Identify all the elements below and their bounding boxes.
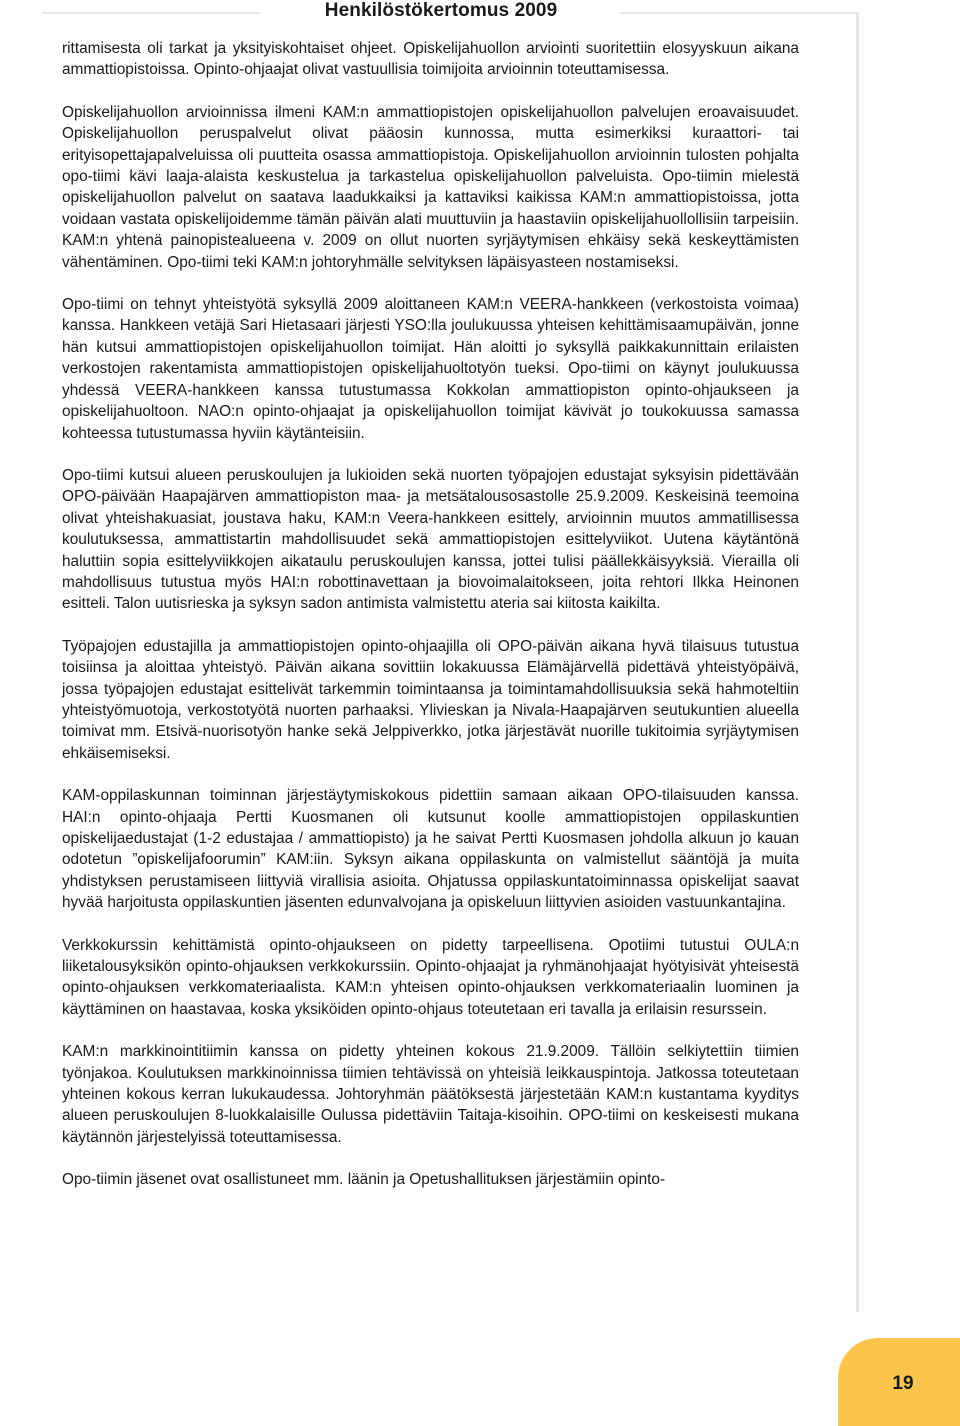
paragraph-3: Opo-tiimi on tehnyt yhteistyötä syksyllä 2009 aloittaneen KAM:n VEERA-hankkeen (verkostoista voimaa) kanssa. Hankkeen vetäjä Sari Hietasaari järjesti YSO:lla joulukuussa yhteisen kehittämisaamupäivän, jonne hän kutsui ammattiopistojen opiskelijahuollon toimijat. Hän aloitti jo syksyllä paikkakunnittain erilaisten verkostojen rakentamista ammattiopistojen opiskelijahuoltotyön tueksi. Opo-tiimi on käynyt joulukuussa yhdessä VEERA-hankkeen kanssa tutustumassa Kokkolan ammattiopiston opinto-ohjaukseen ja opiskelijahuoltoon. NAO:n opinto-ohjaajat ja opiskelijahuollon toimijat kävivät jo toukokuussa samassa kohteessa tutustumassa hyviin käytänteisiin.: [62, 296, 799, 442]
paragraph-5: Työpajojen edustajilla ja ammattiopistojen opinto-ohjaajilla oli OPO-päivän aikana hyvä tilaisuus tutustua toisiinsa ja aloittaa yhteistyö. Päivän aikana sovittiin lokakuussa Elämäjärvellä pidettävä yhteistyöpäivä, jossa työpajojen edustajat esittelivät tarkemmin toimintaansa ja toimintamahdollisuuksia sekä hahmoteltiin yhteistyömuotoja, verkostotyötä nuorten parhaaksi. Ylivieskan ja Nivala-Haapajärven seutukuntien alueella toimivat mm. Etsivä-nuorisotyön hanke sekä Jelppiverkko, jotka järjestävät nuorille tukitoimia syrjäytymisen ehkäisemiseksi.: [62, 637, 799, 762]
paragraph-1: rittamisesta oli tarkat ja yksityiskohtaiset ohjeet. Opiskelijahuollon arviointi suoritettiin elosyyskuun aikana ammattiopistoissa. Opinto-ohjaajat olivat vastuullisia toimijoita arvioinnin toteuttamisessa.: [62, 40, 799, 79]
page-header-title: Henkilöstökertomus 2009: [324, 0, 558, 21]
paragraph-2: Opiskelijahuollon arvioinnissa ilmeni KAM:n ammattiopistojen opiskelijahuollon palvelujen eroavaisuudet. Opiskelijahuollon peruspalvelut olivat pääosin kunnossa, mutta esimerkiksi kuraattori- tai erityisopettajapalveluissa oli puutteita osassa ammattiopistoja. Opiskelijahuollon arvioinnin tulosten pohjalta opo-tiimi kävi laaja-alaista keskustelua ja tarkastelua opiskelijahuollon palveluista. Opo-tiimin mielestä opiskelijahuollon palvelut on saatava laadukkaiksi ja kattaviksi kaikissa KAM:n ammattiopistoissa, jotta voidaan vastata opiskelijoidemme tämän päivän alati muuttuviin ja haastaviin opiskelijahuollollisiin tarpeisiin. KAM:n yhtenä painopistealueena v. 2009 on ollut nuorten syrjäytymisen ehkäisy sekä keskeyttämisten vähentäminen. Opo-tiimi teki KAM:n johtoryhmälle selvityksen läpäisyasteen nostamiseksi.: [62, 103, 799, 271]
page-number: 19: [892, 1373, 914, 1394]
paragraph-6: KAM-oppilaskunnan toiminnan järjestäytymiskokous pidettiin samaan aikaan OPO-tilaisuuden kanssa. HAI:n opinto-ohjaaja Pertti Kuosmanen oli kutsunut koolle ammattiopistojen oppilaskuntien opiskelijaedustajat (1-2 edustajaa / ammattiopisto) ja he saivat Pertti Kuosmasen johdolla alkuun jo kauan odotetun ”opiskelijafoorumin” KAM:iin. Syksyn aikana oppilaskunta on valmistellut sääntöjä ja muita yhdistyksen perustamiseen liittyviä virallisia asioita. Ohjatussa oppilaskuntatoiminnassa opiskelijat saavat hyvää harjoitusta oppilaskuntien jäsenten edunvalvojana ja opiskeluun liittyvien asioiden vastuunkantajina.: [62, 787, 799, 912]
page-frame-right: [856, 12, 859, 1312]
body-text: [62, 38, 799, 1191]
paragraph-8: KAM:n markkinointitiimin kanssa on pidetty yhteinen kokous 21.9.2009. Tällöin selkiytettiin tiimien työnjakoa. Koulutuksen markkinoinnissa tiimien tehtävissä on yhteisiä leikkauspintoja. Jatkossa toteutetaan yhteinen kokous kerran lukukaudessa. Johtoryhmän päätöksestä järjestetään KAM:n kustantama kyyditys alueen peruskoulujen 8-luokkalaisille Oulussa pidettäviin Taitaja-kisoihin. OPO-tiimi on keskeisesti mukana käytännön järjestelyissä toteuttamisessa.: [62, 1043, 799, 1146]
paragraph-4: Opo-tiimi kutsui alueen peruskoulujen ja lukioiden sekä nuorten työpajojen edustajat syksyisin pidettävään OPO-päivään Haapajärven ammattiopiston maa- ja metsätalousosastolle 25.9.2009. Keskeisinä teemoina olivat yhteishakuasiat, joustava haku, KAM:n Veera-hankkeen esittely, arvioinnin muutos ammatillisessa koulutuksessa, ammattistartin mahdollisuudet sekä ammattiopistojen esittelyviikot. Uutena käytäntönä haluttiin sopia esittelyviikkojen aikataulu peruskoulujen kanssa, jottei tulisi päällekkäisyyksiä. Vierailla oli mahdollisuus tutustua myös HAI:n robottinavettaan ja biovoimalaitokseen, joita rehtori Ilkka Heinonen esitteli. Talon uutisrieska ja syksyn sadon antimista valmistettu ateria sai kiitosta kaikilta.: [62, 466, 799, 613]
paragraph-7: Verkkokurssin kehittämistä opinto-ohjaukseen on pidetty tarpeellisena. Opotiimi tutustui OULA:n liiketalousyksikön opinto-ohjauksen verkkokurssiin. Opinto-ohjaajat ja ryhmänohjaajat hyötyisivät yhteisestä opinto-ohjauksen verkkomateriaalista. KAM:n yhteisen opinto-ohjauksen verkkomateriaalin luominen ja käyttäminen on haastavaa, koska yksiköiden opinto-ohjaus toteutetaan eri tavalla ja erilaisin resurssein.: [62, 936, 799, 1018]
paragraph-9: Opo-tiimin jäsenet ovat osallistuneet mm. läänin ja Opetushallituksen järjestämiin opinto-: [62, 1171, 666, 1189]
header-rule-right: [620, 12, 858, 14]
page-number-badge: [838, 1338, 960, 1426]
header-rule-left: [42, 12, 260, 14]
